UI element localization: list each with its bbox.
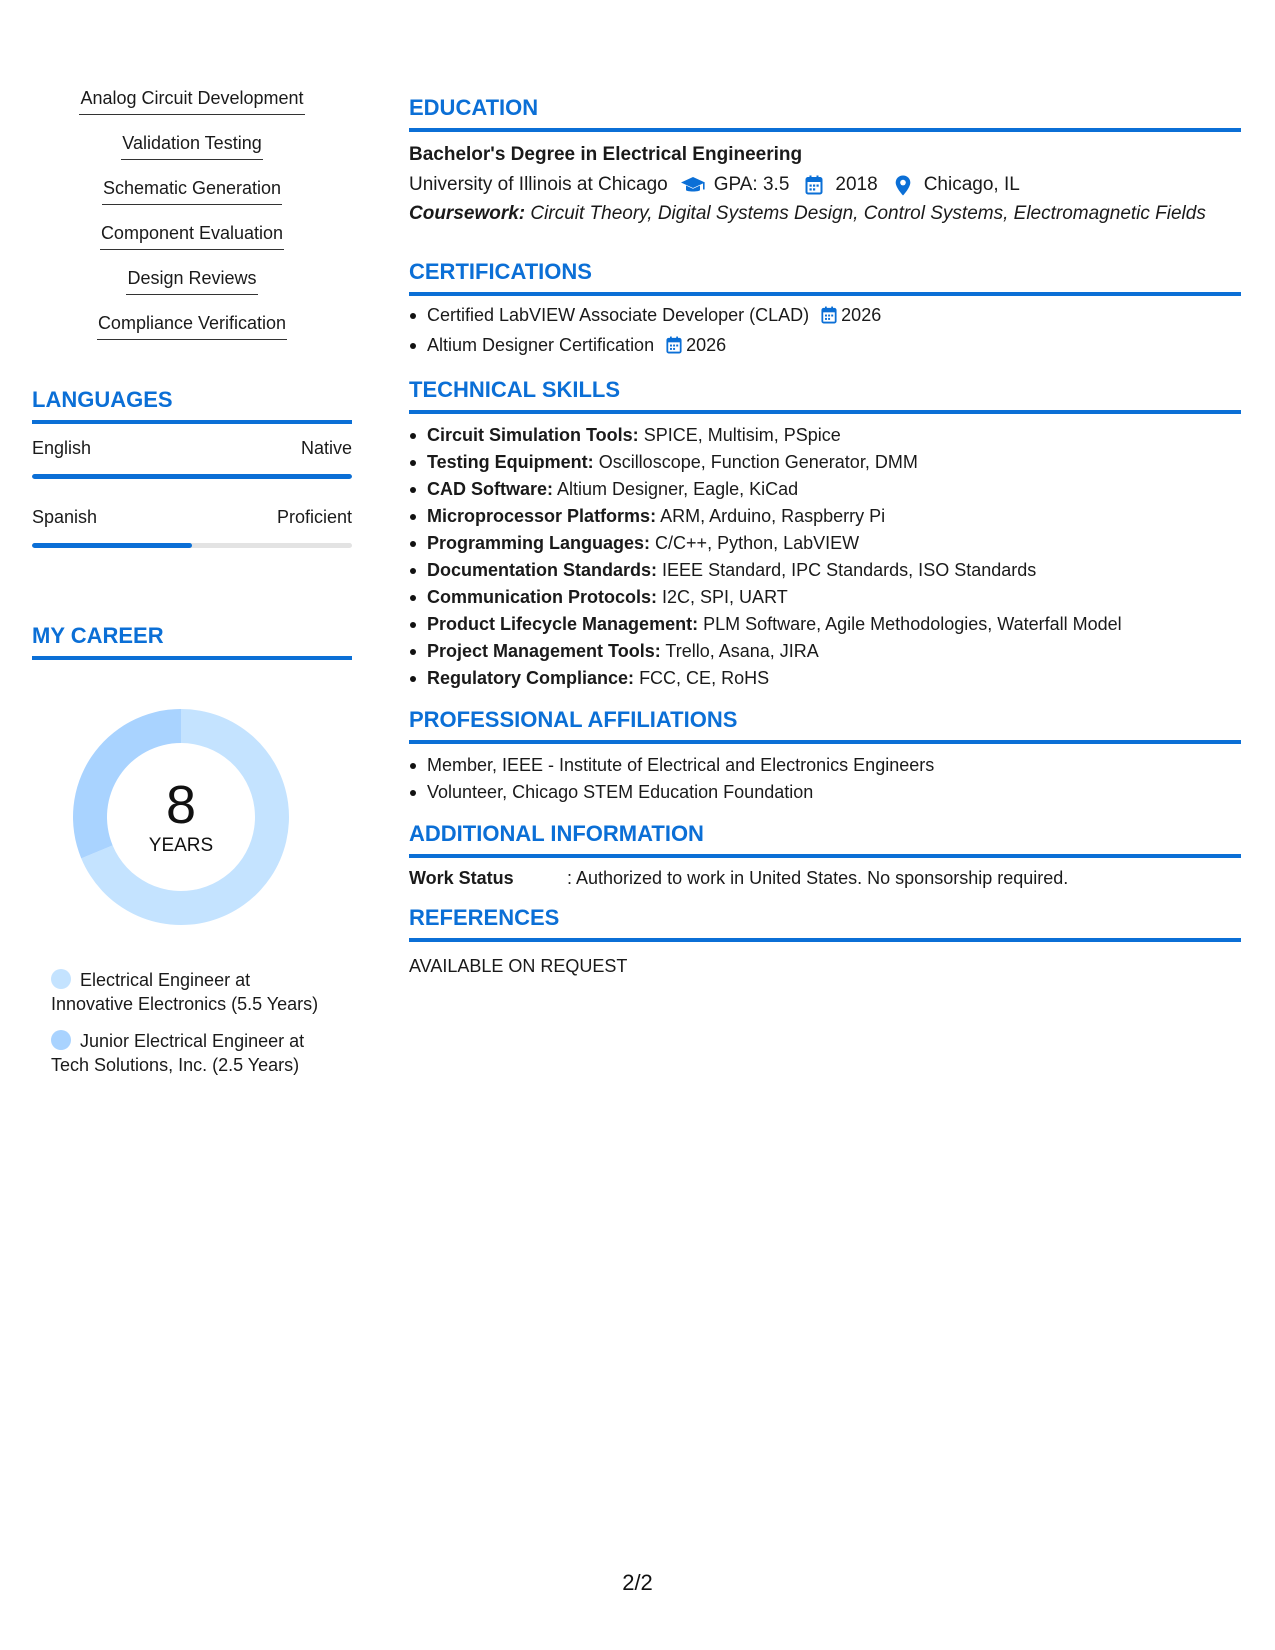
list-item <box>409 302 1241 332</box>
skill-label: Compliance Verification <box>97 311 287 340</box>
technical-skills-title: TECHNICAL SKILLS <box>409 376 1241 414</box>
skill-tag <box>32 176 352 221</box>
list-item: Member, IEEE - Institute of Electrical and Electronics Engineers <box>409 752 1241 779</box>
career-section <box>32 622 352 1077</box>
skill-values: Trello, Asana, JIRA <box>665 641 819 661</box>
skill-values: PLM Software, Agile Methodologies, Waterfall Model <box>703 614 1122 634</box>
skill-tag <box>32 311 352 356</box>
career-legend <box>32 968 322 1077</box>
education-title: EDUCATION <box>409 94 1241 132</box>
coursework-list: Circuit Theory, Digital Systems Design, Control Systems, Electromagnetic Fields <box>530 203 1206 224</box>
list-item <box>409 557 1241 584</box>
list-item <box>409 332 1241 362</box>
list-item <box>409 584 1241 611</box>
language-item <box>32 505 352 548</box>
certification-name: Altium Designer Certification <box>427 335 655 355</box>
skills-list <box>32 86 352 356</box>
skill-tag <box>32 131 352 176</box>
certifications-title: CERTIFICATIONS <box>409 258 1241 296</box>
references-title: REFERENCES <box>409 904 1241 942</box>
list-item <box>409 611 1241 638</box>
work-status-label: Work Status <box>409 868 514 888</box>
technical-skills-list <box>409 422 1241 692</box>
skill-category: CAD Software: <box>427 479 554 499</box>
work-status-value: : Authorized to work in United States. No sponsorship required. <box>567 868 1069 888</box>
additional-info-section <box>409 820 1241 890</box>
affiliations-section <box>409 706 1241 806</box>
skill-values: ARM, Arduino, Raspberry Pi <box>660 506 886 526</box>
certification-year: 2026 <box>686 335 727 355</box>
skill-category: Regulatory Compliance: <box>427 668 635 688</box>
map-pin-icon <box>890 174 916 196</box>
list-item <box>409 503 1241 530</box>
affiliations-list <box>409 752 1241 806</box>
list-item <box>409 476 1241 503</box>
education-gpa: GPA: 3.5 <box>713 174 790 195</box>
career-total-years: 8 <box>165 775 197 835</box>
skill-label: Validation Testing <box>121 131 262 160</box>
skill-category: Microprocessor Platforms: <box>427 506 657 526</box>
language-item <box>32 436 352 479</box>
languages-title: LANGUAGES <box>32 386 352 424</box>
page-number: 2/2 <box>622 1570 653 1595</box>
skill-tag <box>32 86 352 131</box>
language-name: English <box>32 438 92 458</box>
education-school: University of Illinois at Chicago <box>409 174 668 195</box>
skill-category: Circuit Simulation Tools: <box>427 425 639 445</box>
certification-year: 2026 <box>841 305 882 325</box>
list-item <box>409 422 1241 449</box>
career-legend-item <box>51 1029 322 1077</box>
calendar-icon <box>801 174 827 196</box>
calendar-icon <box>666 335 682 362</box>
skill-label: Design Reviews <box>126 266 257 295</box>
skill-values: SPICE, Multisim, PSpice <box>643 425 841 445</box>
skill-category: Programming Languages: <box>427 533 651 553</box>
language-level: Proficient <box>276 507 352 527</box>
list-item <box>409 665 1241 692</box>
career-title: MY CAREER <box>32 622 352 660</box>
skill-label: Component Evaluation <box>100 221 284 250</box>
list-item: Volunteer, Chicago STEM Education Foundation <box>409 779 1241 806</box>
skill-category: Communication Protocols: <box>427 587 658 607</box>
languages-section <box>32 386 352 548</box>
career-years-unit: YEARS <box>148 835 214 856</box>
education-year: 2018 <box>835 174 878 195</box>
skill-values: Oscilloscope, Function Generator, DMM <box>598 452 918 472</box>
skill-label: Schematic Generation <box>102 176 282 205</box>
education-location: Chicago, IL <box>923 174 1020 195</box>
skill-values: I2C, SPI, UART <box>662 587 788 607</box>
language-level: Native <box>300 438 352 458</box>
skill-tag <box>32 221 352 266</box>
graduation-cap-icon <box>680 174 706 196</box>
career-legend-item <box>51 968 322 1016</box>
education-meta <box>409 172 1241 198</box>
affiliations-title: PROFESSIONAL AFFILIATIONS <box>409 706 1241 744</box>
certifications-list <box>409 302 1241 362</box>
work-status-row <box>409 866 1241 890</box>
education-section <box>409 94 1241 226</box>
career-donut-chart <box>66 702 296 932</box>
education-coursework <box>409 202 1241 226</box>
language-name: Spanish <box>32 507 98 527</box>
list-item <box>409 530 1241 557</box>
skill-values: Altium Designer, Eagle, KiCad <box>557 479 799 499</box>
legend-dot <box>51 1030 71 1050</box>
references-section <box>409 904 1241 978</box>
certification-name: Certified LabVIEW Associate Developer (CLAD) <box>427 305 810 325</box>
skill-values: C/C++, Python, LabVIEW <box>655 533 860 553</box>
language-proficiency-fill <box>32 543 192 548</box>
education-degree: Bachelor's Degree in Electrical Engineering <box>409 144 803 165</box>
legend-label: Junior Electrical Engineer at Tech Solutions, Inc. (2.5 Years) <box>51 1031 305 1075</box>
legend-dot <box>51 969 71 989</box>
technical-skills-section <box>409 376 1241 692</box>
language-proficiency-bar <box>32 474 352 479</box>
skill-label: Analog Circuit Development <box>79 86 304 115</box>
coursework-label: Coursework: <box>409 203 526 224</box>
skill-category: Documentation Standards: <box>427 560 658 580</box>
right-column <box>409 94 1241 978</box>
certifications-section <box>409 258 1241 362</box>
skill-category: Product Lifecycle Management: <box>427 614 699 634</box>
list-item <box>409 449 1241 476</box>
skill-category: Testing Equipment: <box>427 452 594 472</box>
skill-values: IEEE Standard, IPC Standards, ISO Standards <box>662 560 1037 580</box>
legend-label: Electrical Engineer at Innovative Electronics (5.5 Years) <box>51 970 319 1014</box>
references-text: AVAILABLE ON REQUEST <box>409 956 628 976</box>
left-column <box>32 86 352 1090</box>
language-proficiency-bar <box>32 543 352 548</box>
calendar-icon <box>821 305 837 332</box>
skill-values: FCC, CE, RoHS <box>639 668 770 688</box>
language-proficiency-fill <box>32 474 352 479</box>
skill-tag <box>32 266 352 311</box>
skill-category: Project Management Tools: <box>427 641 661 661</box>
additional-info-title: ADDITIONAL INFORMATION <box>409 820 1241 858</box>
list-item <box>409 638 1241 665</box>
